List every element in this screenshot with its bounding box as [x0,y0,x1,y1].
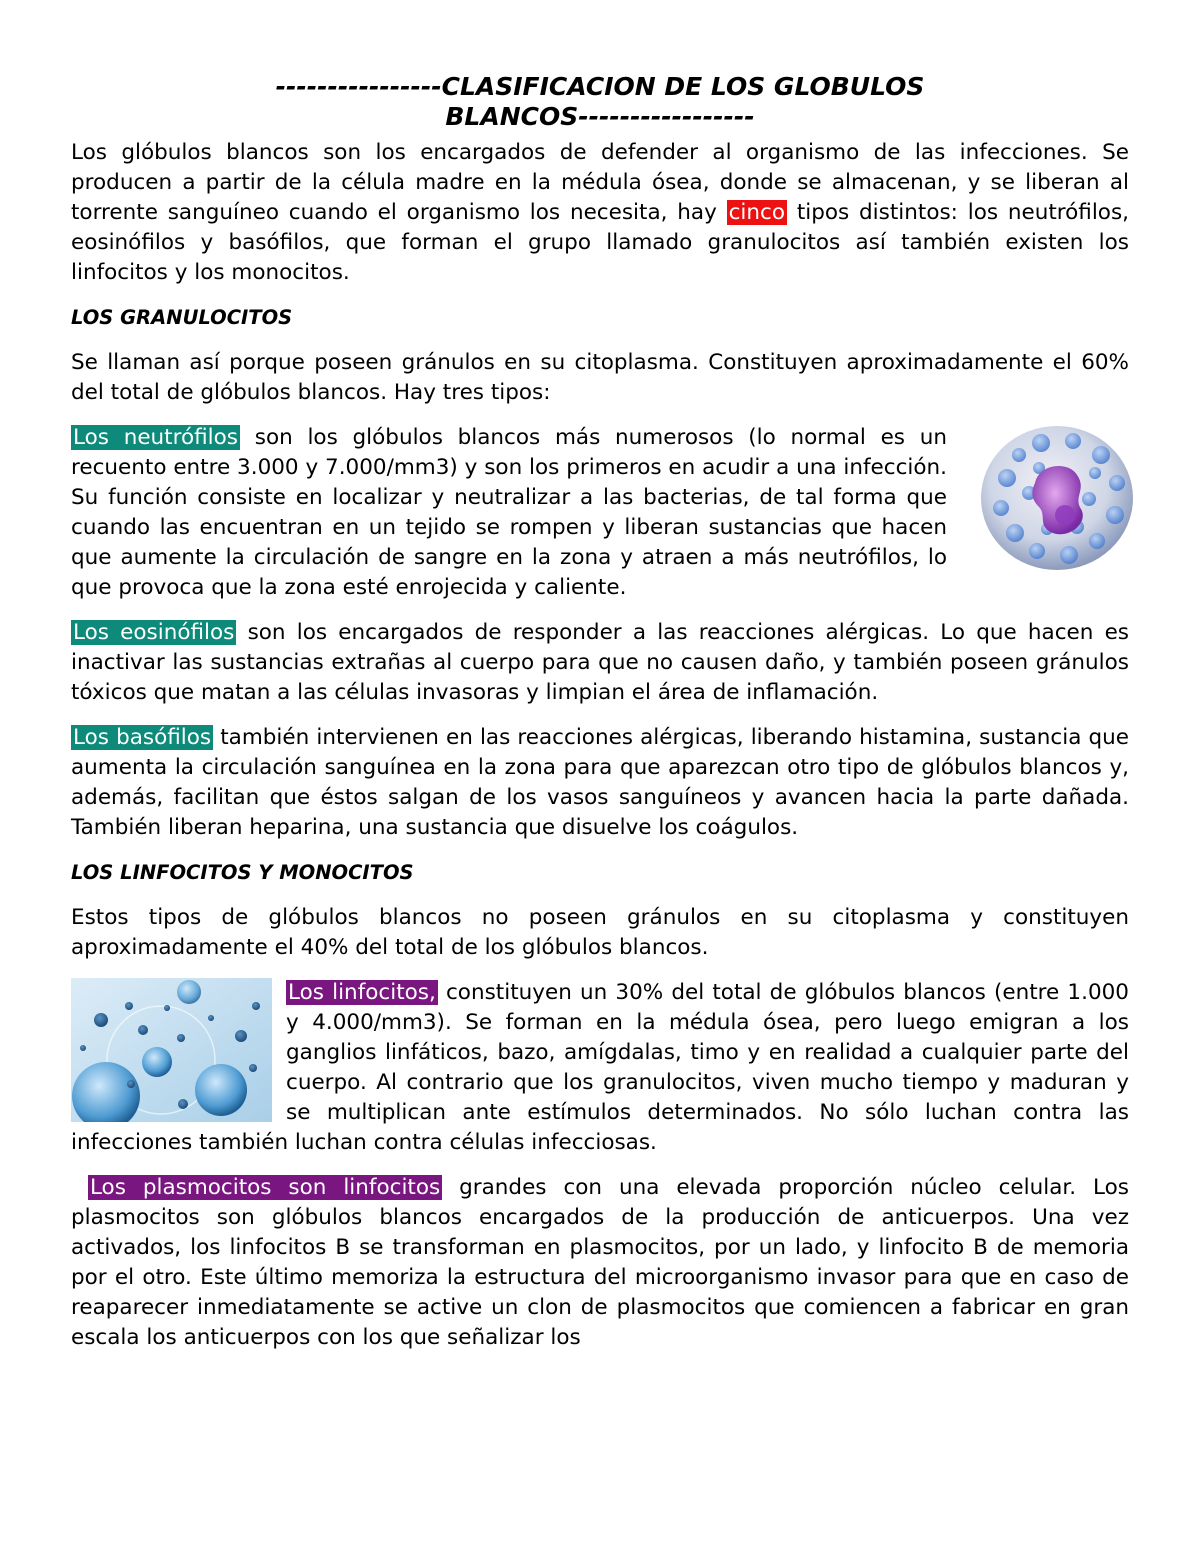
granulocitos-intro: Se llaman así porque poseen gránulos en su citoplasma. Constituyen aproximadamente el 60% del total de glóbulos blancos. Hay tres tipos: [71,350,1129,405]
label-linfocitos: Los linfocitos, [288,980,436,1005]
eosinofilos-paragraph: Los eosinófilos son los encargados de responder a las reacciones alérgicas. Lo que hacen es inactivar las sustancias extrañas al cuerpo para que no causen daño, y también poseen gránulos tóxicos que matan a las células invasoras y limpian el área de inflamación. [71,620,1129,705]
title-line-2: BLANCOS----------------- [445,102,755,131]
neutrofilos-paragraph: Los neutrófilos son los glóbulos blancos más numerosos (lo normal es un recuento entre 3.000 y 7.000/mm3) y son los primeros en acudir a una infección. Su función consiste en localizar y neutralizar a las bacterias, de tal forma que cuando las encuentran en un tejido se rompen y liberan sustancias que hacen que aumente la circulación de sangre en la zona y atraen a más neutrófilos, lo que provoca que la zona esté enrojecida y caliente. [71,423,1129,603]
label-plasmocitos: Los plasmocitos son linfocitos [89,1175,441,1200]
basofilos-paragraph: Los basófilos también intervienen en las reacciones alérgicas, liberando histamina, sustancia que aumenta la circulación sanguínea en la zona para que aparezcan otro tipo de glóbulos blancos y, además, facilitan que éstos salgan de los vasos sanguíneos y avancen hacia la parte dañada. También liberan heparina, una sustancia que disuelve los coágulos. [71,725,1129,840]
label-eosinofilos: Los eosinófilos [73,620,235,645]
label-basofilos: Los basófilos [73,725,212,750]
title-line-1: ----------------CLASIFICACION DE LOS GLOBULOS [275,72,925,101]
heading-granulocitos: LOS GRANULOCITOS [71,306,293,329]
label-neutrofilos: Los neutrófilos [73,425,238,450]
neutrophil-image [977,423,1137,573]
document-title [71,72,1129,132]
plasmocitos-paragraph: Los plasmocitos son linfocitos grandes con una elevada proporción núcleo celular. Los plasmocitos son glóbulos blancos encargados de la producción de anticuerpos. Una vez activados, los linfocitos B se transforman en plasmocitos, por un lado, y linfocito B de memoria por el otro. Este último memoriza la estructura del microorganismo invasor para que en caso de reaparecer inmediatamente se active un clon de plasmocitos que comiencen a fabricar en gran escala los anticuerpos con los que señalizar los [71,1175,1129,1350]
linfocitos-paragraph: Los linfocitos, constituyen un 30% del total de glóbulos blancos (entre 1.000 y 4.000/mm3). Se forman en la médula ósea, pero luego emigran a los ganglios linfáticos, bazo, amígdalas, timo y en realidad a cualquier parte del cuerpo. Al contrario que los granulocitos, viven mucho tiempo y maduran y se multiplican ante estímulos determinados. No sólo luchan contra las infecciones también luchan contra células infecciosas. [71,980,1129,1155]
intro-paragraph: Los glóbulos blancos son los encargados de defender al organismo de las infecciones. Se producen a partir de la célula madre en la médula ósea, donde se almacenan, y se liberan al torrente sanguíneo cuando el organismo los necesita, hay cinco tipos distintos: los neutrófilos, eosinófilos y basófilos, que forman el grupo llamado granulocitos así también existen los linfocitos y los monocitos. [71,140,1129,285]
lymphocyte-image [71,978,272,1122]
highlight-cinco: cinco [728,200,786,225]
heading-linfocitos-monocitos: LOS LINFOCITOS Y MONOCITOS [71,861,414,884]
linfocitos-monocitos-intro: Estos tipos de glóbulos blancos no poseen gránulos en su citoplasma y constituyen aproximadamente el 40% del total de los glóbulos blancos. [71,905,1129,960]
document-page [71,72,1129,1368]
